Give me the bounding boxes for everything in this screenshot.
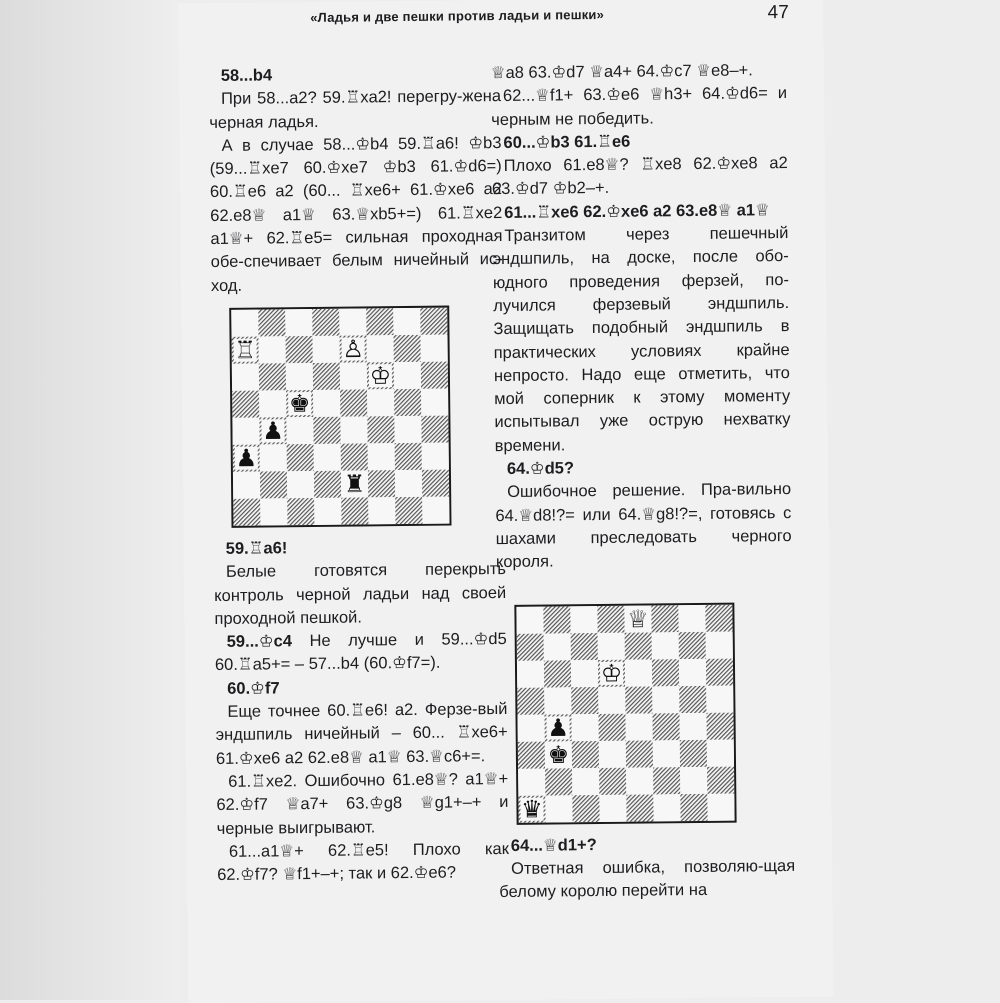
light-square — [652, 632, 679, 659]
board-svg — [231, 308, 449, 526]
light-square — [598, 686, 625, 713]
dark-square — [233, 499, 260, 526]
dark-square — [517, 633, 544, 660]
dark-square — [366, 308, 393, 335]
light-square — [598, 632, 625, 659]
running-header — [310, 1, 803, 25]
paragraph: Транзитом через пешечный эндшпиль, на доске, после обо-юдного проведения ферзей, по-лучился ферзевый эндшпиль. Защищать подобный эндшпиль в практических условиях крайне непросто. Надо еще отметить, что мой соперник к этому моменту испытывал уже острую нехватку времени. — [492, 224, 791, 455]
dark-square — [571, 633, 598, 660]
chess-piece-a7: ♖ — [234, 336, 257, 365]
light-square — [599, 740, 626, 767]
paragraph: 61...a1♕+ 62.♖e5! Плохо как 62.♔f7? ♕f1+–+; так и 62.♔e6? — [217, 839, 509, 885]
light-square — [340, 416, 367, 443]
paragraph: Белые готовятся перекрыть контроль черной ладьи над своей проходной пешкой. — [214, 560, 507, 628]
dark-square — [394, 335, 421, 362]
light-square — [339, 308, 366, 335]
dark-square — [258, 309, 285, 336]
dark-square — [652, 659, 679, 686]
light-square — [260, 498, 287, 525]
paragraph: Ошибочное решение. Пра-вильно 64.♕d8!?= или 64.♕g8!?=, готовясь с шахами преследовать черного короля. — [495, 480, 792, 572]
dark-square — [572, 795, 599, 822]
chess-diagram-2 — [514, 602, 794, 825]
light-square — [517, 714, 544, 741]
light-square — [625, 659, 652, 686]
move-heading: 60.♔f7 — [227, 679, 280, 698]
paragraph: При 58...a2? 59.♖xa2! перегру-жена черная ладья. — [209, 87, 502, 132]
light-square — [394, 416, 421, 443]
dark-square — [421, 362, 448, 389]
paragraph: Еще точнее 60.♖e6! a2. Ферзе-вый эндшпиль ничейный – 60... ♖xe6+ 61.♔xe6 a2 62.e8♕ a1♕ 63.♕c6+=. — [215, 700, 508, 768]
dark-square — [680, 739, 707, 766]
chess-piece-b4: ♟ — [547, 713, 570, 742]
light-square — [231, 310, 258, 337]
light-square — [421, 335, 448, 362]
dark-square — [368, 470, 395, 497]
dark-square — [625, 632, 652, 659]
light-square — [285, 309, 312, 336]
light-square — [706, 631, 733, 658]
move-heading: 59.♖a6! — [225, 539, 288, 558]
header-title: «Ладья и две пешки против ладьи и пешки» — [310, 6, 605, 25]
dark-square — [706, 712, 733, 739]
paragraph: 62...♕f1+ 63.♔e6 ♕h3+ 64.♔d6= и черным не победить. — [491, 84, 788, 129]
paragraph: 61.♖xe2. Ошибочно 61.e8♕? a1♕+ 62.♔f7 ♕a7+ 63.♔g8 ♕g1+–+ и черные выигрывают. — [216, 769, 509, 838]
light-square — [652, 686, 679, 713]
paragraph: А в случае 58...♔b4 59.♖a6! ♔b3 (59...♖xe7 60.♔xe7 ♔b3 61.♔d6=) 60.♖e6 a2 (60... ♖xe6+ 61.♔xe6 a2 62.e8♕ a1♕ 63.♕xb5+=) 61.♖xe2 a1♕+ 62.♖e5= сильная проходная обе-спечивает белым ничейный ис-ход. — [209, 133, 503, 295]
paragraph: ♕a8 63.♔d7 ♕a4+ 64.♔c7 ♕e8–+. — [490, 61, 753, 83]
dark-square — [287, 498, 314, 525]
paragraph: Плохо 61.e8♕? ♖xe8 62.♔xe8 a2 63.♔d7 ♔b2–+. — [491, 154, 788, 199]
move-heading: 58...b4 — [220, 66, 273, 85]
light-square — [367, 335, 394, 362]
dark-square — [679, 685, 706, 712]
book-page — [178, 0, 833, 1003]
dark-square — [517, 687, 544, 714]
light-square — [571, 714, 598, 741]
chess-piece-e8: ♕ — [627, 604, 649, 633]
light-square — [421, 389, 448, 416]
chess-piece-b4: ♟ — [262, 416, 284, 445]
chess-piece-a1: ♛ — [521, 794, 543, 823]
dark-square — [543, 606, 570, 633]
dark-square — [544, 660, 571, 687]
dark-square — [395, 497, 422, 524]
dark-square — [260, 471, 287, 498]
light-square — [625, 713, 652, 740]
dark-square — [313, 417, 340, 444]
dark-square — [651, 605, 678, 632]
move-heading: 64.♔d5? — [506, 459, 575, 479]
page-number: 47 — [767, 1, 790, 24]
dark-square — [599, 767, 626, 794]
light-square — [314, 498, 341, 525]
light-square — [313, 390, 340, 417]
dark-square — [422, 470, 449, 497]
board-svg — [516, 604, 734, 822]
page-gutter — [0, 0, 178, 1000]
chess-piece-d6: ♔ — [600, 658, 623, 688]
chess-diagram-1 — [229, 305, 505, 528]
dark-square — [394, 389, 421, 416]
light-square — [545, 795, 572, 822]
dark-square — [259, 363, 286, 390]
move-heading: 60...♔b3 61.♖e6 — [503, 132, 631, 152]
dark-square — [340, 389, 367, 416]
light-square — [259, 390, 286, 417]
paragraph: Ответная ошибка, позволяю-щая белому королю перейти на — [499, 856, 796, 902]
light-square — [394, 362, 421, 389]
light-square — [314, 444, 341, 471]
light-square — [287, 471, 314, 498]
move-inline: 59...♔c4 — [226, 632, 293, 652]
dark-square — [341, 497, 368, 524]
chess-board — [229, 306, 451, 528]
light-square — [395, 470, 422, 497]
dark-square — [706, 658, 733, 685]
light-square — [707, 793, 734, 820]
light-square — [259, 336, 286, 363]
dark-square — [367, 416, 394, 443]
dark-square — [232, 391, 259, 418]
chess-piece-e7: ♙ — [342, 334, 365, 364]
dark-square — [626, 794, 653, 821]
light-square — [570, 606, 597, 633]
dark-square — [626, 740, 653, 767]
chess-piece-a3: ♟ — [235, 444, 258, 473]
light-square — [599, 794, 626, 821]
move-heading: 61...♖xe6 62.♔xe6 a2 63.e8♕ a1♕ — [504, 200, 770, 222]
light-square — [626, 767, 653, 794]
light-square — [260, 444, 287, 471]
dark-square — [680, 793, 707, 820]
paragraph — [215, 628, 507, 678]
chess-piece-b3: ♚ — [547, 740, 570, 769]
light-square — [678, 604, 705, 631]
dark-square — [707, 766, 734, 793]
dark-square — [395, 443, 422, 470]
light-square — [393, 308, 420, 335]
chess-piece-e2: ♜ — [343, 469, 366, 499]
dark-square — [287, 444, 314, 471]
chess-piece-f6: ♔ — [369, 361, 392, 390]
dark-square — [572, 741, 599, 768]
light-square — [706, 685, 733, 712]
light-square — [286, 417, 313, 444]
dark-square — [653, 767, 680, 794]
light-square — [233, 472, 260, 499]
dark-square — [679, 631, 706, 658]
chess-piece-c5: ♚ — [288, 389, 311, 418]
dark-square — [518, 741, 545, 768]
light-square — [232, 418, 259, 445]
light-square — [286, 363, 313, 390]
dark-square — [705, 604, 732, 631]
paragraph-text: Не лучше и 59...♔d5 60.♖a5+= – 57...b4 (60.♔f7=). — [214, 630, 507, 675]
dark-square — [286, 336, 313, 363]
move-heading: 64...♕d1+? — [510, 835, 597, 855]
dark-square — [652, 713, 679, 740]
dark-square — [571, 687, 598, 714]
dark-square — [420, 308, 447, 335]
dark-square — [598, 713, 625, 740]
light-square — [422, 443, 449, 470]
light-square — [544, 633, 571, 660]
light-square — [368, 443, 395, 470]
dark-square — [597, 605, 624, 632]
dark-square — [313, 363, 340, 390]
light-square — [340, 362, 367, 389]
light-square — [544, 687, 571, 714]
light-square — [572, 768, 599, 795]
light-square — [679, 712, 706, 739]
light-square — [232, 364, 259, 391]
light-square — [518, 768, 545, 795]
light-square — [679, 658, 706, 685]
dark-square — [625, 686, 652, 713]
dark-square — [421, 416, 448, 443]
dark-square — [314, 471, 341, 498]
left-column — [209, 62, 510, 887]
dark-square — [545, 768, 572, 795]
dark-square — [312, 309, 339, 336]
light-square — [707, 739, 734, 766]
right-column — [491, 59, 796, 904]
light-square — [653, 794, 680, 821]
dark-square — [341, 443, 368, 470]
light-square — [367, 389, 394, 416]
light-square — [368, 497, 395, 524]
light-square — [517, 660, 544, 687]
light-square — [313, 336, 340, 363]
light-square — [422, 497, 449, 524]
light-square — [653, 740, 680, 767]
light-square — [516, 606, 543, 633]
chess-board — [514, 602, 736, 824]
light-square — [680, 766, 707, 793]
light-square — [571, 660, 598, 687]
